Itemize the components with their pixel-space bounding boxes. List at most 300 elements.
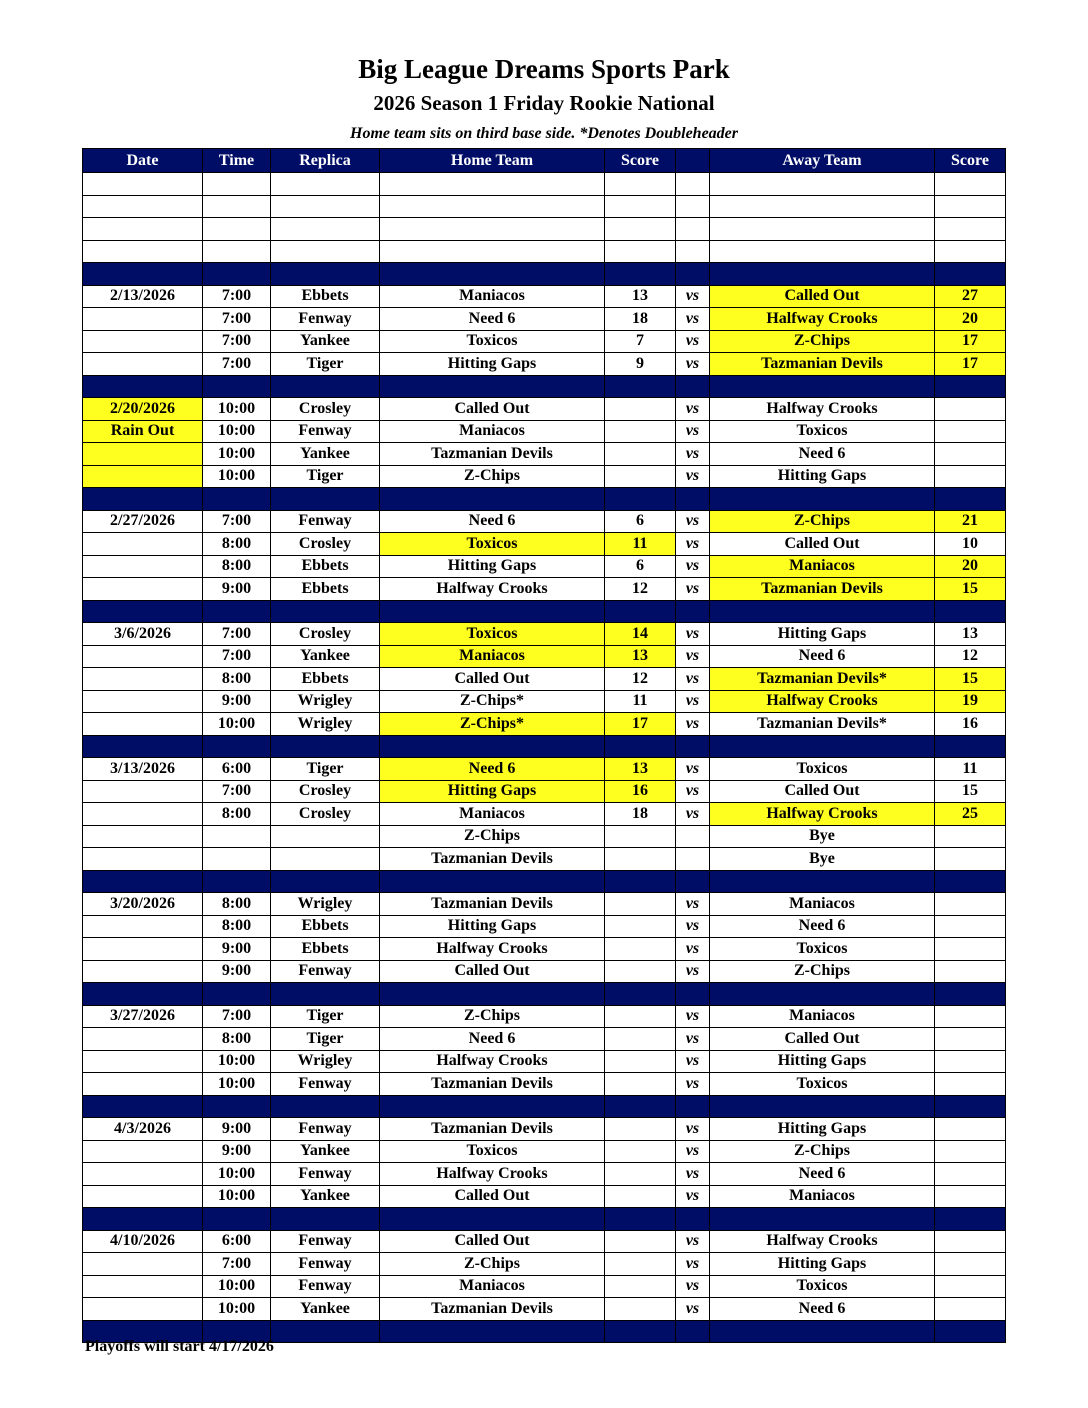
separator-cell	[203, 870, 271, 893]
time-cell: 6:00	[203, 758, 271, 781]
home-team-cell: Maniacos	[380, 645, 605, 668]
table-row	[83, 803, 1006, 826]
time-cell: 7:00	[203, 1005, 271, 1028]
separator-cell	[271, 1208, 380, 1231]
blank-cell	[203, 173, 271, 196]
table-row	[83, 465, 1006, 488]
separator-cell	[203, 263, 271, 286]
away-score-cell: 15	[935, 668, 1006, 691]
blank-cell	[935, 218, 1006, 241]
time-cell: 8:00	[203, 555, 271, 578]
date-cell	[83, 330, 203, 353]
date-cell	[83, 1050, 203, 1073]
vs-cell: vs	[676, 1073, 710, 1096]
separator-cell	[380, 1208, 605, 1231]
away-score-cell: 12	[935, 645, 1006, 668]
home-team-cell: Need 6	[380, 510, 605, 533]
blank-cell	[710, 173, 935, 196]
vs-cell: vs	[676, 510, 710, 533]
replica-cell: Ebbets	[271, 915, 380, 938]
home-team-cell: Tazmanian Devils	[380, 1118, 605, 1141]
replica-cell: Fenway	[271, 1275, 380, 1298]
away-score-cell: 27	[935, 285, 1006, 308]
home-team-cell: Called Out	[380, 1230, 605, 1253]
vs-cell: vs	[676, 645, 710, 668]
away-team-cell: Tazmanian Devils	[710, 353, 935, 376]
away-team-cell: Tazmanian Devils	[710, 578, 935, 601]
home-team-cell: Hitting Gaps	[380, 780, 605, 803]
replica-cell: Tiger	[271, 353, 380, 376]
date-cell: 2/27/2026	[83, 510, 203, 533]
table-row	[83, 645, 1006, 668]
table-row	[83, 285, 1006, 308]
away-score-cell	[935, 443, 1006, 466]
blank-cell	[605, 240, 676, 263]
col-header-vs	[676, 149, 710, 173]
date-cell: 3/27/2026	[83, 1005, 203, 1028]
col-header-home-team: Home Team	[380, 149, 605, 173]
vs-cell	[676, 848, 710, 871]
separator-cell	[271, 600, 380, 623]
home-team-cell: Z-Chips	[380, 1005, 605, 1028]
home-team-cell: Halfway Crooks	[380, 938, 605, 961]
blank-cell	[271, 195, 380, 218]
home-team-cell: Hitting Gaps	[380, 915, 605, 938]
away-team-cell: Called Out	[710, 533, 935, 556]
away-score-cell: 20	[935, 308, 1006, 331]
date-cell	[83, 690, 203, 713]
vs-cell: vs	[676, 1298, 710, 1321]
replica-cell: Fenway	[271, 510, 380, 533]
home-score-cell: 7	[605, 330, 676, 353]
separator-cell	[203, 600, 271, 623]
time-cell: 10:00	[203, 465, 271, 488]
blank-cell	[83, 218, 203, 241]
separator-cell	[676, 263, 710, 286]
date-cell	[83, 713, 203, 736]
blank-cell	[605, 195, 676, 218]
separator-cell	[83, 870, 203, 893]
replica-cell: Ebbets	[271, 285, 380, 308]
home-score-cell: 13	[605, 285, 676, 308]
vs-cell: vs	[676, 780, 710, 803]
separator-cell	[203, 375, 271, 398]
separator-cell	[605, 1320, 676, 1343]
time-cell: 8:00	[203, 915, 271, 938]
home-score-cell: 11	[605, 690, 676, 713]
home-team-cell: Called Out	[380, 398, 605, 421]
replica-cell: Yankee	[271, 1140, 380, 1163]
separator-cell	[676, 870, 710, 893]
away-score-cell	[935, 398, 1006, 421]
replica-cell: Yankee	[271, 1185, 380, 1208]
home-team-cell: Called Out	[380, 960, 605, 983]
vs-cell: vs	[676, 938, 710, 961]
time-cell: 7:00	[203, 510, 271, 533]
table-row	[83, 443, 1006, 466]
vs-cell: vs	[676, 960, 710, 983]
vs-cell: vs	[676, 533, 710, 556]
away-score-cell	[935, 1185, 1006, 1208]
col-header-home-score: Score	[605, 149, 676, 173]
date-cell	[83, 960, 203, 983]
table-header-row	[83, 149, 1006, 173]
separator-cell	[203, 983, 271, 1006]
home-score-cell	[605, 1230, 676, 1253]
date-cell	[83, 1073, 203, 1096]
away-score-cell	[935, 1275, 1006, 1298]
time-cell: 10:00	[203, 713, 271, 736]
replica-cell: Crosley	[271, 623, 380, 646]
away-team-cell: Toxicos	[710, 758, 935, 781]
away-score-cell: 17	[935, 353, 1006, 376]
separator-cell	[605, 1095, 676, 1118]
col-header-away-team: Away Team	[710, 149, 935, 173]
away-team-cell: Hitting Gaps	[710, 1118, 935, 1141]
replica-cell: Yankee	[271, 443, 380, 466]
blank-cell	[380, 240, 605, 263]
separator-cell	[710, 735, 935, 758]
separator-cell	[83, 1095, 203, 1118]
time-cell: 7:00	[203, 353, 271, 376]
away-team-cell: Maniacos	[710, 555, 935, 578]
home-score-cell	[605, 848, 676, 871]
blank-cell	[271, 173, 380, 196]
date-cell	[83, 465, 203, 488]
separator-cell	[83, 735, 203, 758]
time-cell: 9:00	[203, 938, 271, 961]
separator-cell	[935, 263, 1006, 286]
home-team-cell: Tazmanian Devils	[380, 893, 605, 916]
separator-cell	[83, 488, 203, 511]
separator-cell	[380, 488, 605, 511]
separator-cell	[271, 488, 380, 511]
home-team-cell: Halfway Crooks	[380, 578, 605, 601]
date-cell	[83, 1140, 203, 1163]
separator-cell	[380, 870, 605, 893]
home-score-cell	[605, 1298, 676, 1321]
vs-cell: vs	[676, 1275, 710, 1298]
replica-cell: Tiger	[271, 1028, 380, 1051]
away-team-cell: Halfway Crooks	[710, 1230, 935, 1253]
away-team-cell: Halfway Crooks	[710, 690, 935, 713]
replica-cell: Yankee	[271, 645, 380, 668]
separator-cell	[605, 488, 676, 511]
vs-cell: vs	[676, 758, 710, 781]
vs-cell: vs	[676, 1005, 710, 1028]
blank-row	[83, 173, 1006, 196]
blank-cell	[676, 240, 710, 263]
away-team-cell: Toxicos	[710, 1073, 935, 1096]
separator-cell	[271, 983, 380, 1006]
home-team-cell: Z-Chips	[380, 825, 605, 848]
home-team-cell: Need 6	[380, 308, 605, 331]
away-score-cell	[935, 1005, 1006, 1028]
time-cell: 10:00	[203, 398, 271, 421]
time-cell: 8:00	[203, 668, 271, 691]
date-cell	[83, 1298, 203, 1321]
date-cell	[83, 1275, 203, 1298]
time-cell: 6:00	[203, 1230, 271, 1253]
vs-cell: vs	[676, 1253, 710, 1276]
vs-cell: vs	[676, 578, 710, 601]
away-score-cell: 21	[935, 510, 1006, 533]
replica-cell: Fenway	[271, 960, 380, 983]
table-row	[83, 510, 1006, 533]
separator-row	[83, 1208, 1006, 1231]
away-score-cell	[935, 1230, 1006, 1253]
away-score-cell	[935, 465, 1006, 488]
separator-cell	[710, 1320, 935, 1343]
separator-cell	[380, 1320, 605, 1343]
col-header-time: Time	[203, 149, 271, 173]
separator-cell	[935, 1208, 1006, 1231]
away-team-cell: Tazmanian Devils*	[710, 713, 935, 736]
away-score-cell: 16	[935, 713, 1006, 736]
replica-cell: Fenway	[271, 1230, 380, 1253]
time-cell: 10:00	[203, 420, 271, 443]
schedule-body	[83, 173, 1006, 1343]
away-team-cell: Maniacos	[710, 1005, 935, 1028]
blank-row	[83, 195, 1006, 218]
separator-cell	[271, 735, 380, 758]
blank-cell	[271, 218, 380, 241]
blank-cell	[380, 195, 605, 218]
home-score-cell: 11	[605, 533, 676, 556]
home-score-cell	[605, 1073, 676, 1096]
blank-cell	[605, 173, 676, 196]
date-cell	[83, 578, 203, 601]
away-team-cell: Need 6	[710, 443, 935, 466]
away-team-cell: Hitting Gaps	[710, 1050, 935, 1073]
home-team-cell: Z-Chips*	[380, 713, 605, 736]
home-score-cell	[605, 1275, 676, 1298]
table-row	[83, 668, 1006, 691]
away-team-cell: Maniacos	[710, 893, 935, 916]
separator-row	[83, 263, 1006, 286]
separator-cell	[271, 1320, 380, 1343]
separator-row	[83, 983, 1006, 1006]
vs-cell: vs	[676, 285, 710, 308]
table-row	[83, 420, 1006, 443]
away-team-cell: Called Out	[710, 780, 935, 803]
separator-cell	[935, 1095, 1006, 1118]
separator-cell	[203, 1208, 271, 1231]
vs-cell: vs	[676, 398, 710, 421]
separator-cell	[710, 1208, 935, 1231]
away-team-cell: Halfway Crooks	[710, 803, 935, 826]
away-score-cell	[935, 1073, 1006, 1096]
separator-cell	[605, 735, 676, 758]
home-score-cell	[605, 1253, 676, 1276]
time-cell: 9:00	[203, 690, 271, 713]
vs-cell: vs	[676, 1050, 710, 1073]
replica-cell: Tiger	[271, 465, 380, 488]
time-cell: 10:00	[203, 1050, 271, 1073]
schedule-table	[82, 148, 1006, 1343]
home-team-cell: Called Out	[380, 1185, 605, 1208]
vs-cell: vs	[676, 1230, 710, 1253]
vs-cell	[676, 825, 710, 848]
away-score-cell: 15	[935, 780, 1006, 803]
date-cell	[83, 1253, 203, 1276]
date-cell	[83, 645, 203, 668]
home-score-cell	[605, 893, 676, 916]
away-team-cell: Hitting Gaps	[710, 623, 935, 646]
home-score-cell: 13	[605, 645, 676, 668]
home-score-cell: 17	[605, 713, 676, 736]
blank-cell	[710, 218, 935, 241]
separator-cell	[380, 263, 605, 286]
separator-cell	[676, 375, 710, 398]
away-team-cell: Bye	[710, 848, 935, 871]
vs-cell: vs	[676, 308, 710, 331]
separator-cell	[710, 263, 935, 286]
blank-cell	[203, 195, 271, 218]
home-score-cell: 13	[605, 758, 676, 781]
separator-cell	[83, 1208, 203, 1231]
table-row	[83, 848, 1006, 871]
home-team-cell: Maniacos	[380, 1275, 605, 1298]
vs-cell: vs	[676, 915, 710, 938]
away-team-cell: Hitting Gaps	[710, 1253, 935, 1276]
time-cell: 9:00	[203, 1140, 271, 1163]
separator-cell	[676, 983, 710, 1006]
separator-cell	[605, 983, 676, 1006]
separator-cell	[676, 1095, 710, 1118]
home-score-cell	[605, 825, 676, 848]
separator-cell	[676, 1320, 710, 1343]
date-cell: 4/10/2026	[83, 1230, 203, 1253]
away-score-cell	[935, 1050, 1006, 1073]
home-team-cell: Tazmanian Devils	[380, 848, 605, 871]
separator-row	[83, 375, 1006, 398]
table-row	[83, 960, 1006, 983]
separator-cell	[676, 735, 710, 758]
separator-row	[83, 1095, 1006, 1118]
home-team-cell: Maniacos	[380, 420, 605, 443]
home-score-cell	[605, 443, 676, 466]
separator-cell	[271, 870, 380, 893]
table-row	[83, 1275, 1006, 1298]
time-cell: 9:00	[203, 1118, 271, 1141]
away-team-cell: Toxicos	[710, 1275, 935, 1298]
home-team-cell: Toxicos	[380, 1140, 605, 1163]
home-score-cell	[605, 1050, 676, 1073]
col-header-away-score: Score	[935, 149, 1006, 173]
home-score-cell: 12	[605, 578, 676, 601]
away-score-cell	[935, 915, 1006, 938]
blank-cell	[676, 218, 710, 241]
time-cell: 10:00	[203, 443, 271, 466]
vs-cell: vs	[676, 893, 710, 916]
vs-cell: vs	[676, 1140, 710, 1163]
replica-cell: Ebbets	[271, 668, 380, 691]
date-cell: 4/3/2026	[83, 1118, 203, 1141]
date-cell	[83, 668, 203, 691]
replica-cell: Crosley	[271, 533, 380, 556]
time-cell: 10:00	[203, 1185, 271, 1208]
separator-cell	[710, 488, 935, 511]
home-score-cell	[605, 1163, 676, 1186]
home-team-cell: Halfway Crooks	[380, 1163, 605, 1186]
replica-cell: Wrigley	[271, 1050, 380, 1073]
away-team-cell: Hitting Gaps	[710, 465, 935, 488]
home-team-cell: Need 6	[380, 758, 605, 781]
blank-cell	[676, 173, 710, 196]
separator-cell	[83, 263, 203, 286]
blank-row	[83, 240, 1006, 263]
separator-cell	[935, 983, 1006, 1006]
away-team-cell: Need 6	[710, 645, 935, 668]
replica-cell: Fenway	[271, 420, 380, 443]
page-subtitle: 2026 Season 1 Friday Rookie National	[373, 91, 715, 115]
home-score-cell: 18	[605, 803, 676, 826]
replica-cell: Wrigley	[271, 893, 380, 916]
separator-cell	[676, 488, 710, 511]
home-team-cell: Called Out	[380, 668, 605, 691]
away-score-cell	[935, 1118, 1006, 1141]
time-cell: 7:00	[203, 1253, 271, 1276]
time-cell: 8:00	[203, 893, 271, 916]
blank-cell	[935, 240, 1006, 263]
table-row	[83, 893, 1006, 916]
replica-cell: Crosley	[271, 803, 380, 826]
vs-cell: vs	[676, 1028, 710, 1051]
separator-cell	[83, 375, 203, 398]
blank-cell	[935, 173, 1006, 196]
blank-cell	[203, 218, 271, 241]
separator-cell	[710, 1095, 935, 1118]
home-score-cell: 14	[605, 623, 676, 646]
date-cell	[83, 938, 203, 961]
replica-cell: Wrigley	[271, 713, 380, 736]
separator-cell	[203, 1095, 271, 1118]
separator-row	[83, 870, 1006, 893]
table-row	[83, 1050, 1006, 1073]
away-team-cell: Z-Chips	[710, 330, 935, 353]
home-team-cell: Z-Chips	[380, 1253, 605, 1276]
table-row	[83, 1118, 1006, 1141]
away-score-cell	[935, 938, 1006, 961]
time-cell: 7:00	[203, 623, 271, 646]
date-cell: 2/20/2026	[83, 398, 203, 421]
home-score-cell: 9	[605, 353, 676, 376]
home-team-cell: Maniacos	[380, 285, 605, 308]
separator-cell	[676, 600, 710, 623]
home-score-cell: 12	[605, 668, 676, 691]
separator-cell	[676, 1208, 710, 1231]
replica-cell: Fenway	[271, 1253, 380, 1276]
table-row	[83, 1140, 1006, 1163]
home-score-cell	[605, 915, 676, 938]
date-cell: 2/13/2026	[83, 285, 203, 308]
away-score-cell	[935, 825, 1006, 848]
blank-cell	[935, 195, 1006, 218]
separator-cell	[271, 263, 380, 286]
time-cell	[203, 848, 271, 871]
vs-cell: vs	[676, 1185, 710, 1208]
home-score-cell	[605, 1028, 676, 1051]
date-cell	[83, 533, 203, 556]
away-team-cell: Need 6	[710, 915, 935, 938]
date-cell	[83, 780, 203, 803]
vs-cell: vs	[676, 443, 710, 466]
vs-cell: vs	[676, 420, 710, 443]
date-cell	[83, 1185, 203, 1208]
table-row	[83, 1298, 1006, 1321]
vs-cell: vs	[676, 690, 710, 713]
